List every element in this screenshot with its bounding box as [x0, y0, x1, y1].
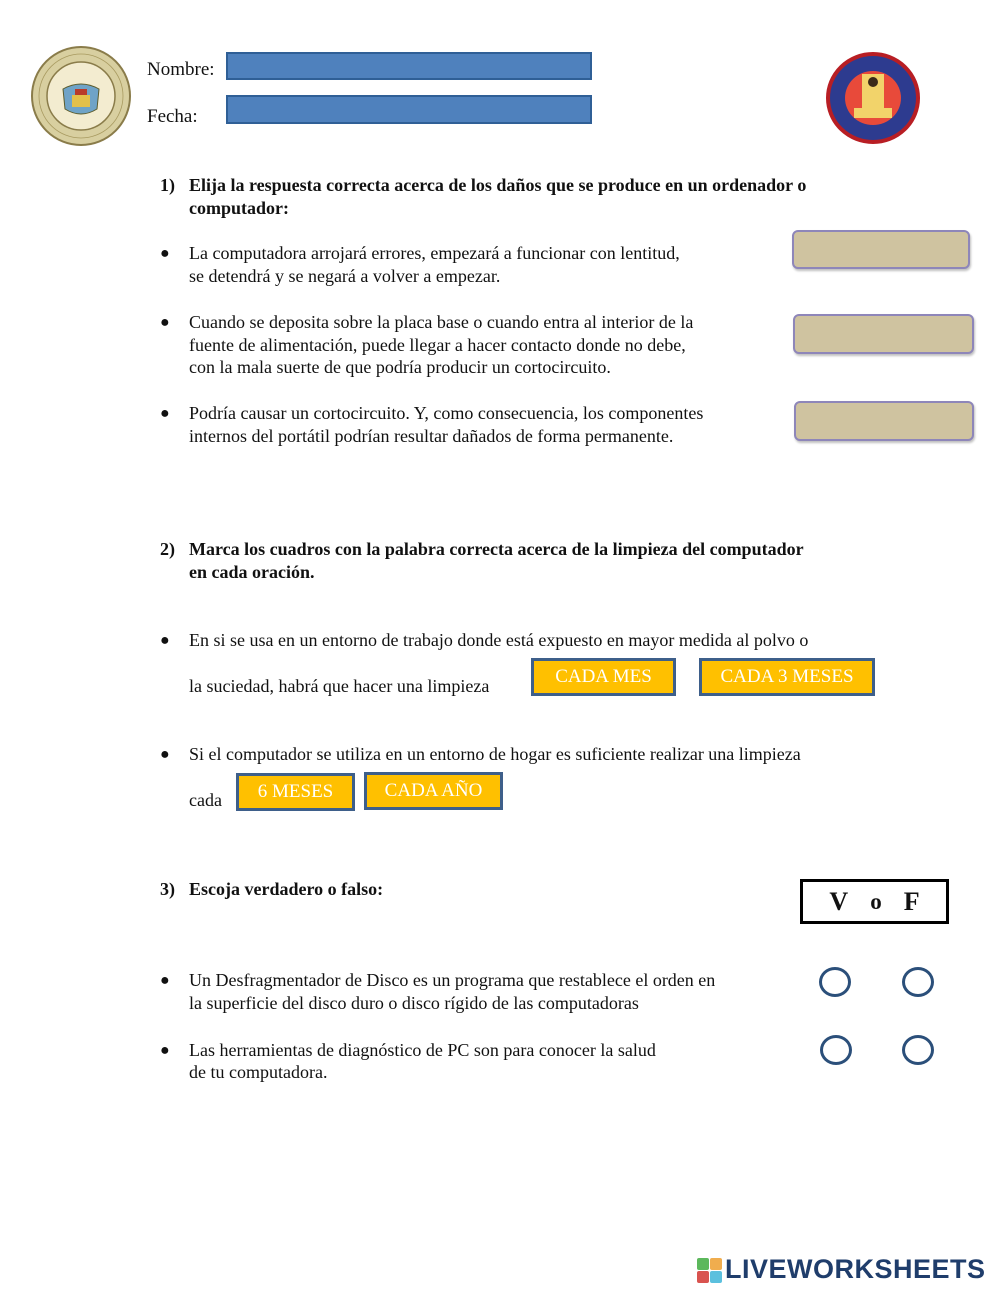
q1-item-1-line2: se detendrá y se negará a volver a empezar.: [189, 266, 501, 286]
option-cada-3-meses[interactable]: CADA 3 MESES: [699, 658, 875, 696]
q1-answer-box-3[interactable]: [794, 401, 974, 441]
or-label: o: [870, 888, 882, 914]
date-label: Fecha:: [147, 106, 198, 127]
date-input[interactable]: [226, 95, 592, 124]
q1-item-3-line2: internos del portátil podrían resultar dañados de forma permanente.: [189, 426, 674, 446]
option-6-meses[interactable]: 6 MESES: [236, 773, 355, 811]
q3-item-2-true-radio[interactable]: [820, 1035, 852, 1065]
name-input[interactable]: [226, 52, 592, 80]
q1-answer-box-2[interactable]: [793, 314, 974, 354]
name-label: Nombre:: [147, 59, 215, 80]
q3-item-1-line1: Un Desfragmentador de Disco es un programa que restablece el orden en: [189, 970, 716, 990]
q3-item-2-line2: de tu computadora.: [189, 1062, 328, 1082]
q3-item-2-false-radio[interactable]: [902, 1035, 934, 1065]
true-label: V: [829, 886, 849, 916]
q3-item-1-false-radio[interactable]: [902, 967, 934, 997]
question-2-number: 2): [160, 539, 175, 559]
q1-item-3-line1: Podría causar un cortocircuito. Y, como consecuencia, los componentes: [189, 403, 704, 423]
bullet-icon: ●: [160, 314, 170, 331]
q1-answer-box-1[interactable]: [792, 230, 970, 269]
q2-item-2-line1: Si el computador se utiliza en un entorno de hogar es suficiente realizar una limpieza: [189, 744, 801, 764]
question-3-number: 3): [160, 879, 175, 899]
q1-item-2-line2: fuente de alimentación, puede llegar a hacer contacto donde no debe,: [189, 335, 686, 355]
university-logo: [30, 45, 132, 147]
bullet-icon: ●: [160, 972, 170, 989]
bullet-icon: ●: [160, 746, 170, 763]
question-2-title-line2: en cada oración.: [189, 562, 315, 582]
liveworksheets-logo-icon: [697, 1258, 723, 1284]
option-cada-ano[interactable]: CADA AÑO: [364, 772, 503, 810]
question-1-number: 1): [160, 175, 175, 195]
q1-item-1-line1: La computadora arrojará errores, empezará a funcionar con lentitud,: [189, 243, 680, 263]
q2-item-1-line2: la suciedad, habrá que hacer una limpieza: [189, 676, 490, 696]
q3-item-1-true-radio[interactable]: [819, 967, 851, 997]
question-2-title-line1: Marca los cuadros con la palabra correcta acerca de la limpieza del computador: [189, 539, 804, 559]
bullet-icon: ●: [160, 1042, 170, 1059]
q1-item-2-line1: Cuando se deposita sobre la placa base o cuando entra al interior de la: [189, 312, 694, 332]
q2-item-2-line2: cada: [189, 790, 222, 810]
question-3-title: Escoja verdadero o falso:: [189, 879, 384, 899]
bullet-icon: ●: [160, 632, 170, 649]
liveworksheets-brand[interactable]: LIVEWORKSHEETS: [725, 1254, 986, 1284]
q1-item-2-line3: con la mala suerte de que podría producir un cortocircuito.: [189, 357, 611, 377]
question-1-title-line1: Elija la respuesta correcta acerca de los daños que se produce en un ordenador o: [189, 175, 807, 195]
option-cada-mes[interactable]: CADA MES: [531, 658, 676, 696]
true-false-header: [800, 879, 949, 924]
bullet-icon: ●: [160, 245, 170, 262]
false-label: F: [903, 886, 920, 916]
q2-item-1-line1: En si se usa en un entorno de trabajo donde está expuesto en mayor medida al polvo o: [189, 630, 809, 650]
q3-item-1-line2: la superficie del disco duro o disco rígido de las computadoras: [189, 993, 639, 1013]
faculty-logo: [826, 52, 920, 144]
bullet-icon: ●: [160, 405, 170, 422]
q3-item-2-line1: Las herramientas de diagnóstico de PC son para conocer la salud: [189, 1040, 656, 1060]
question-1-title-line2: computador:: [189, 198, 289, 218]
